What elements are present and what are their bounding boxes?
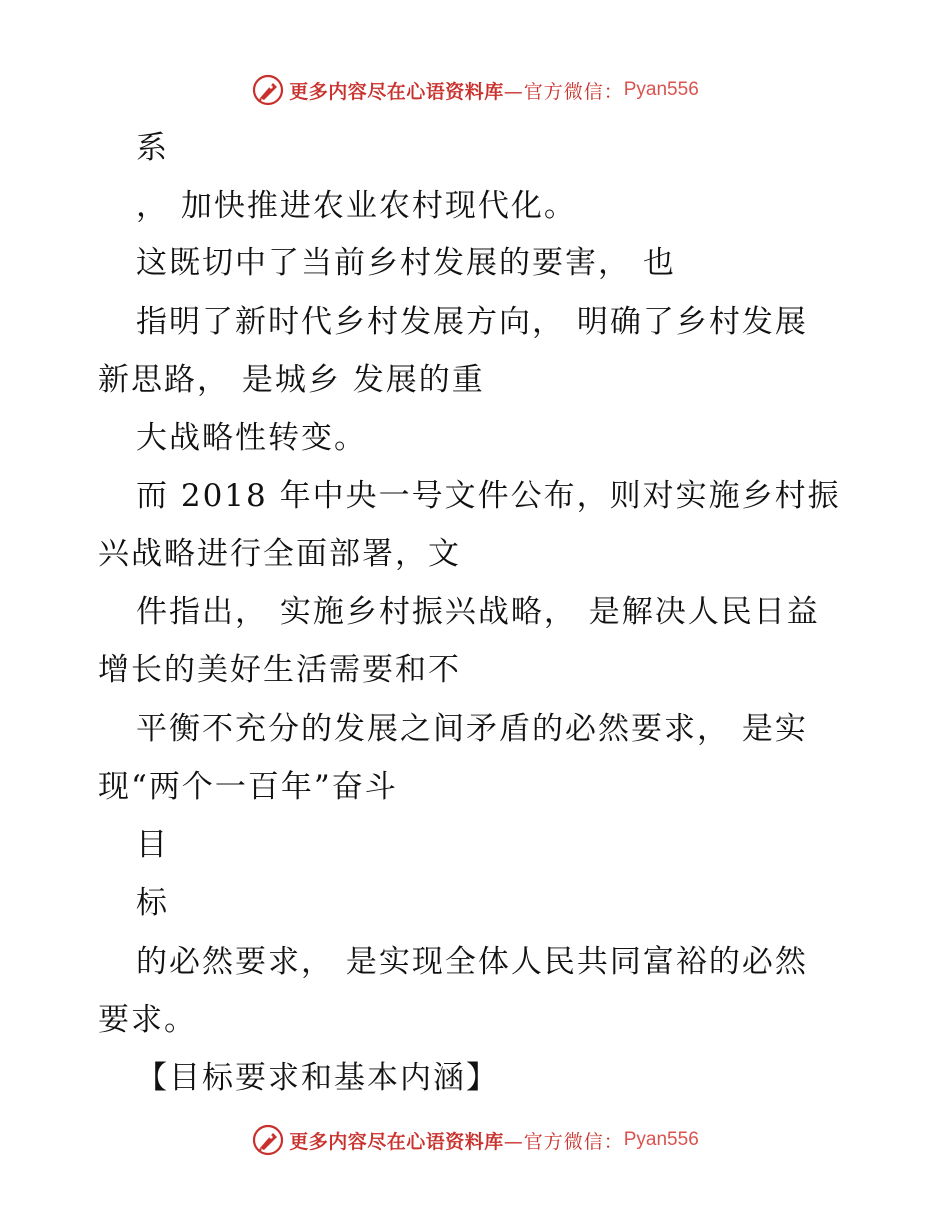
- watermark-brand-text: 更多内容尽在心语资料库: [289, 1130, 504, 1153]
- watermark-account-id: Pyan556: [623, 1129, 699, 1150]
- text-line-12: 现“两个一百年”奋斗: [98, 769, 398, 805]
- text-line-10: 增长的美好生活需要和不: [98, 652, 461, 688]
- text-line-8: 兴战略进行全面部署，文: [98, 536, 461, 572]
- text-line-4: 指明了新时代乡村发展方向， 明确了乡村发展: [136, 304, 808, 340]
- text-line-6: 大战略性转变。: [136, 420, 367, 456]
- text-line-13: 目: [136, 827, 169, 863]
- text-line-7: 而 2018 年中央一号文件公布，则对实施乡村振: [136, 478, 841, 514]
- text-line-16: 要求。: [98, 1002, 197, 1038]
- text-line-3: 这既切中了当前乡村发展的要害， 也: [136, 245, 676, 281]
- text-line-9: 件指出， 实施乡村振兴战略， 是解决人民日益: [136, 594, 820, 630]
- watermark-banner-bottom: [0, 1122, 950, 1158]
- watermark-account-id: Pyan556: [623, 79, 699, 100]
- watermark-banner-top: [0, 72, 950, 108]
- text-line-11: 平衡不充分的发展之间矛盾的必然要求， 是实: [136, 711, 808, 747]
- text-line-15: 的必然要求， 是实现全体人民共同富裕的必然: [136, 944, 808, 980]
- text-line-14: 标: [136, 885, 169, 921]
- watermark-official-text: —官方微信：: [503, 80, 624, 103]
- text-line-1: 系: [136, 130, 169, 166]
- pen-nib-logo-icon: [251, 1123, 285, 1157]
- watermark-official-text: —官方微信：: [503, 1130, 624, 1153]
- text-line-2: ， 加快推进农业农村现代化。: [136, 188, 577, 224]
- section-heading: 【目标要求和基本内涵】: [136, 1060, 499, 1096]
- watermark-brand-text: 更多内容尽在心语资料库: [289, 80, 504, 103]
- text-line-5: 新思路， 是城乡 发展的重: [98, 362, 485, 398]
- pen-nib-logo-icon: [251, 73, 285, 107]
